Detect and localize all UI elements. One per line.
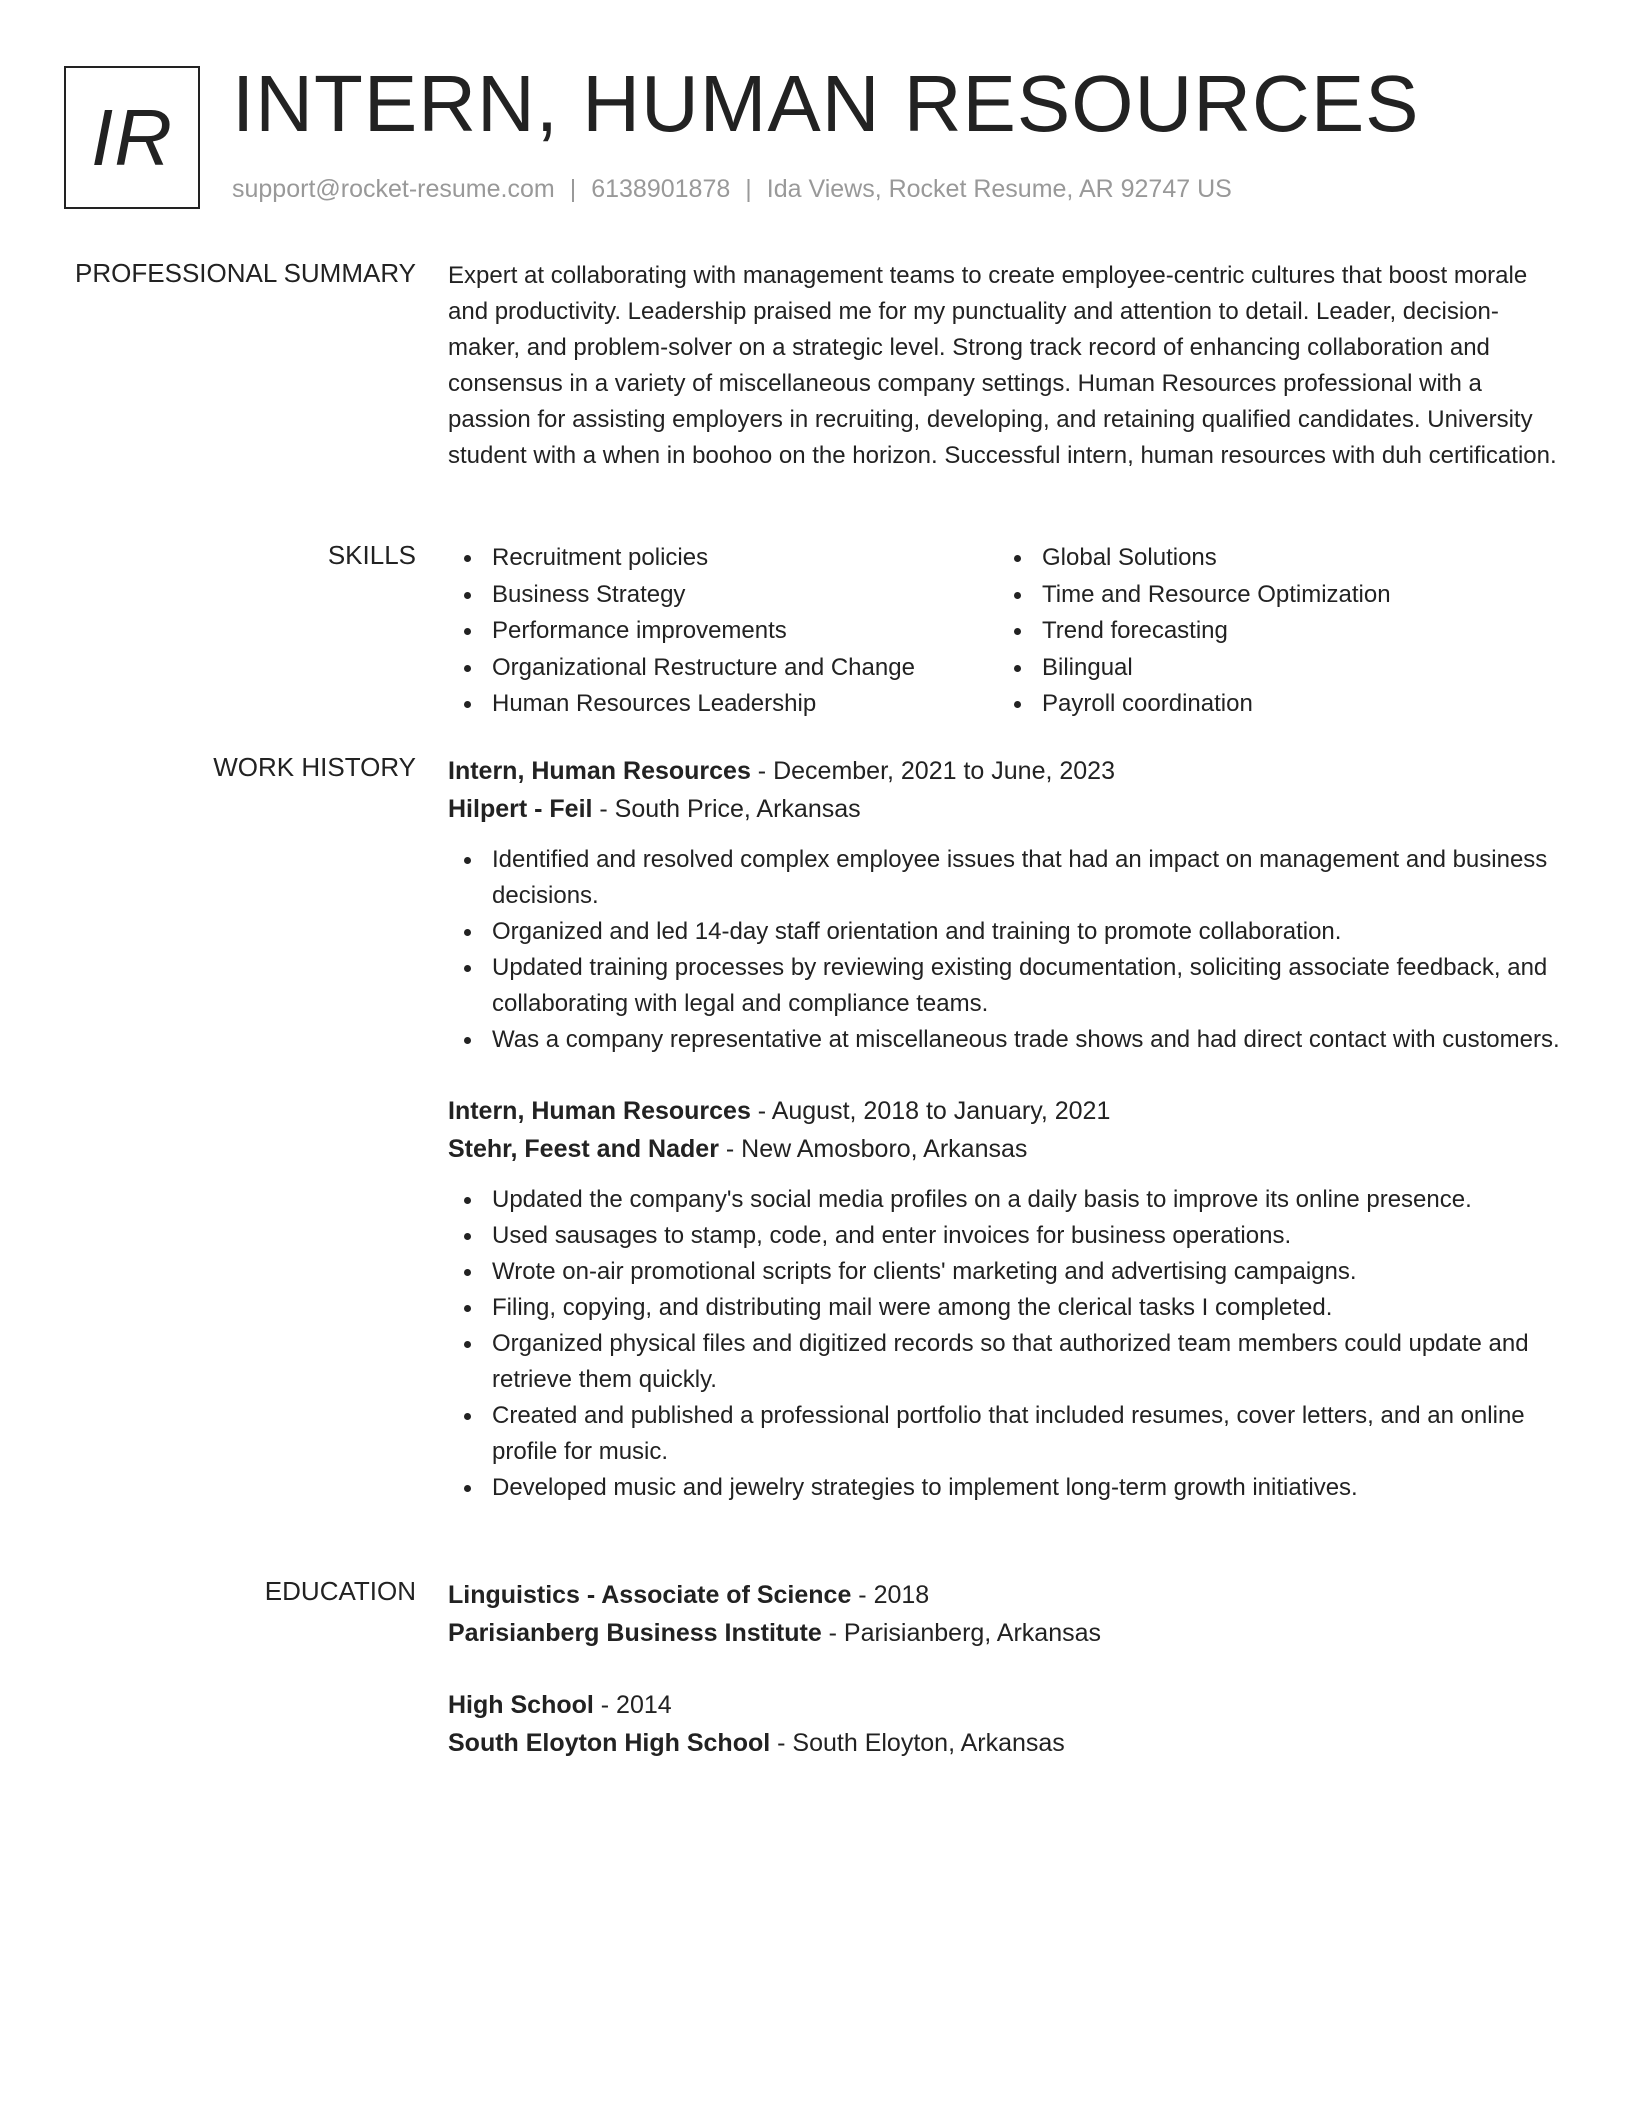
contact-phone: 6138901878 [591, 175, 731, 203]
skill-item: Global Solutions [998, 540, 1548, 576]
education-school-line [448, 1724, 1568, 1762]
monogram-box [64, 66, 200, 209]
skill-item: Human Resources Leadership [448, 686, 998, 722]
job-bullet: Used sausages to stamp, code, and enter invoices for business operations. [448, 1218, 1568, 1254]
skill-item: Organizational Restructure and Change [448, 650, 998, 686]
job-bullet: Identified and resolved complex employee issues that had an impact on management and business decisions. [448, 842, 1568, 914]
job-bullets [448, 1182, 1568, 1506]
job-location: - New Amosboro, Arkansas [718, 1135, 1028, 1163]
job-company-line [448, 790, 1568, 828]
job-dates: - December, 2021 to June, 2023 [750, 757, 1115, 785]
job-bullet: Filing, copying, and distributing mail were among the clerical tasks I completed. [448, 1290, 1568, 1326]
skill-item: Time and Resource Optimization [998, 577, 1548, 613]
education-degree: Linguistics - Associate of Science [448, 1581, 852, 1609]
education-degree-line [448, 1576, 1568, 1614]
job-bullet: Wrote on-air promotional scripts for clients' marketing and advertising campaigns. [448, 1254, 1568, 1290]
job-title-line [448, 1092, 1568, 1130]
job-company-line [448, 1130, 1568, 1168]
education-degree-line [448, 1686, 1568, 1724]
monogram-initials: IR [91, 92, 173, 182]
skill-item: Trend forecasting [998, 613, 1548, 649]
job-company: Hilpert - Feil [448, 795, 593, 823]
skill-item: Payroll coordination [998, 686, 1548, 722]
job-bullet: Organized physical files and digitized records so that authorized team members could update and retrieve them quickly. [448, 1326, 1568, 1398]
contact-line [232, 175, 1232, 204]
summary-heading: PROFESSIONAL SUMMARY [75, 258, 416, 288]
contact-email: support@rocket-resume.com [232, 175, 555, 203]
job-bullet: Organized and led 14-day staff orientation and training to promote collaboration. [448, 914, 1568, 950]
education-year: - 2014 [593, 1691, 672, 1719]
job-company: Stehr, Feest and Nader [448, 1135, 719, 1163]
work-history-heading: WORK HISTORY [213, 752, 416, 782]
contact-separator: | [745, 175, 752, 203]
education-degree: High School [448, 1691, 594, 1719]
job-bullet: Developed music and jewelry strategies to implement long-term growth initiatives. [448, 1470, 1568, 1506]
job-entry [448, 1092, 1568, 1506]
education-school: Parisianberg Business Institute [448, 1619, 822, 1647]
job-entry [448, 752, 1568, 1058]
job-bullet: Updated the company's social media profiles on a daily basis to improve its online presence. [448, 1182, 1568, 1218]
education-school: South Eloyton High School [448, 1729, 771, 1757]
skill-item: Performance improvements [448, 613, 998, 649]
job-title: Intern, Human Resources [448, 757, 751, 785]
job-dates: - August, 2018 to January, 2021 [750, 1097, 1111, 1125]
education-heading: EDUCATION [264, 1576, 416, 1606]
skills-list-left [448, 540, 998, 723]
education-location: - South Eloyton, Arkansas [770, 1729, 1065, 1757]
education-entry [448, 1686, 1568, 1762]
skill-item: Bilingual [998, 650, 1548, 686]
contact-address: Ida Views, Rocket Resume, AR 92747 US [766, 175, 1232, 203]
education-school-line [448, 1614, 1568, 1652]
job-location: - South Price, Arkansas [592, 795, 861, 823]
page-title: INTERN, HUMAN RESOURCES [232, 59, 1420, 148]
job-bullet: Was a company representative at miscellaneous trade shows and had direct contact with customers. [448, 1022, 1568, 1058]
education-location: - Parisianberg, Arkansas [821, 1619, 1102, 1647]
job-title-line [448, 752, 1568, 790]
skills-heading: SKILLS [327, 540, 416, 570]
skill-item: Recruitment policies [448, 540, 998, 576]
job-bullet: Updated training processes by reviewing existing documentation, soliciting associate feedback, and collaborating with legal and compliance teams. [448, 950, 1568, 1022]
job-bullets [448, 842, 1568, 1058]
job-title: Intern, Human Resources [448, 1097, 751, 1125]
contact-separator: | [569, 175, 577, 203]
skills-list-right [998, 540, 1548, 723]
skill-item: Business Strategy [448, 577, 998, 613]
education-entry [448, 1576, 1568, 1652]
education-year: - 2018 [851, 1581, 930, 1609]
job-bullet: Created and published a professional portfolio that included resumes, cover letters, and an online profile for music. [448, 1398, 1568, 1470]
summary-text: Expert at collaborating with management teams to create employee-centric cultures that boost morale and productivity. Leadership praised me for my punctuality and attention to detail. Leader, decision-maker, and problem-solver on a strategic level. Strong track record of enhancing collaboration and consensus in a variety of miscellaneous company settings. Human Resources professional with a passion for assisting employers in recruiting, developing, and retaining qualified candidates. University student with a when in boohoo on the horizon. Successful intern, human resources with duh certification. [448, 262, 1557, 469]
